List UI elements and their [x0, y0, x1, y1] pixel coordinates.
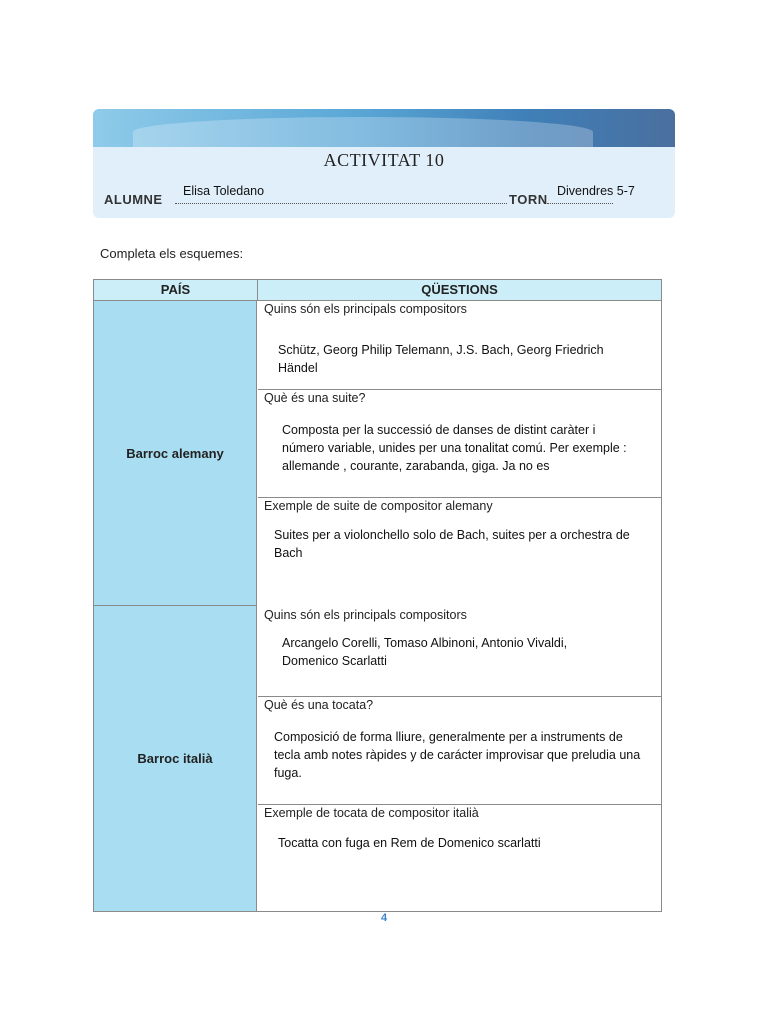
schema-table: [93, 279, 662, 912]
question-cell: [258, 697, 661, 805]
torn-line: [547, 203, 613, 204]
answer-text[interactable]: Schütz, Georg Philip Telemann, J.S. Bach, Georg Friedrich Händel: [278, 343, 604, 375]
header-banner: [93, 109, 675, 147]
alumne-label: ALUMNE: [104, 192, 163, 207]
question-cell: [258, 390, 661, 498]
pais-cell: Barroc alemany: [94, 301, 257, 606]
question-title: Quins són els principals compositors: [264, 608, 467, 622]
question-cell: [258, 301, 661, 390]
question-title: Què és una suite?: [264, 391, 366, 405]
instruction-text: Completa els esquemes:: [100, 246, 244, 261]
page-number: 4: [380, 912, 388, 924]
answer-text[interactable]: Tocatta con fuga en Rem de Domenico scarlatti: [278, 836, 541, 850]
answer-text[interactable]: Suites per a violonchello solo de Bach, suites per a orchestra de Bach: [274, 528, 630, 560]
question-cell: [258, 607, 661, 697]
question-title: Què és una tocata?: [264, 698, 374, 712]
question-cell: [258, 805, 661, 911]
question-title: Quins són els principals compositors: [264, 302, 467, 316]
answer-text[interactable]: Composició de forma lliure, generalmente per a instruments de tecla amb notes ràpides y de carácter improvisar que preludia una fuga.: [274, 730, 641, 780]
pais-cell: Barroc italià: [94, 606, 257, 911]
answer-text[interactable]: Arcangelo Corelli, Tomaso Albinoni, Antonio Vivaldi, Domenico Scarlatti: [282, 636, 568, 668]
question-title: Exemple de suite de compositor alemany: [264, 499, 493, 513]
answer-text[interactable]: Composta per la successió de danses de distint caràter i número variable, unides per una tonalitat comú. Per exemple : allemande , courante, zarabanda, giga. Ja no es: [282, 423, 627, 473]
header-pais: PAÍS: [94, 280, 258, 301]
question-cell: [258, 498, 661, 606]
alumne-line: [175, 203, 507, 204]
activity-title: ACTIVITAT 10: [323, 150, 445, 170]
question-title: Exemple de tocata de compositor italià: [264, 806, 479, 820]
student-name-field[interactable]: Elisa Toledano: [183, 184, 265, 198]
torn-label: TORN: [509, 192, 548, 207]
header-questions: QÜESTIONS: [258, 280, 661, 301]
torn-field[interactable]: Divendres 5-7: [557, 184, 635, 198]
